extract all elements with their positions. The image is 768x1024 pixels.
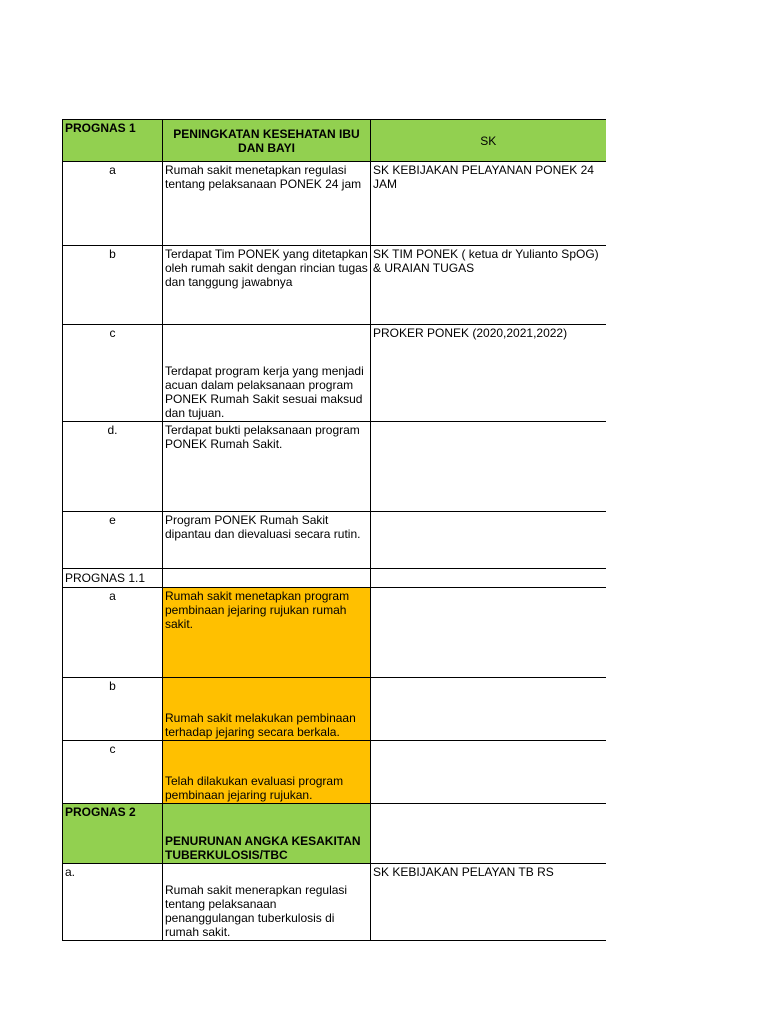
table-row <box>63 864 606 941</box>
row-label: d. <box>63 422 163 512</box>
table-row <box>63 162 606 246</box>
table-row <box>63 588 606 678</box>
row-sk: PROKER PONEK (2020,2021,2022) <box>371 325 606 422</box>
row-text: Rumah sakit menerapkan regulasi tentang pelaksanaan penanggulangan tuberkulosis di rumah sakit. <box>163 864 371 941</box>
row-label: a <box>63 588 163 678</box>
prognas-table <box>62 119 606 941</box>
empty-cell <box>371 569 606 588</box>
prognas-2-title: PENURUNAN ANGKA KESAKITAN TUBERKULOSIS/TBC <box>163 804 371 864</box>
sk-header: SK <box>371 120 606 162</box>
row-text: Rumah sakit menetapkan regulasi tentang pelaksanaan PONEK 24 jam <box>163 162 371 246</box>
table-row <box>63 422 606 512</box>
row-text: Terdapat program kerja yang menjadi acuan dalam pelaksanaan program PONEK Rumah Sakit sesuai maksud dan tujuan. <box>163 325 371 422</box>
row-text: Terdapat bukti pelaksanaan program PONEK Rumah Sakit. <box>163 422 371 512</box>
row-sk <box>371 422 606 512</box>
section-row <box>63 804 606 864</box>
row-text: Telah dilakukan evaluasi program pembinaan jejaring rujukan. <box>163 741 371 804</box>
row-sk: SK KEBIJAKAN PELAYAN TB RS <box>371 864 606 941</box>
row-text: Rumah sakit melakukan pembinaan terhadap jejaring secara berkala. <box>163 678 371 741</box>
table-row <box>63 246 606 325</box>
row-label: b <box>63 678 163 741</box>
row-label: c <box>63 325 163 422</box>
prognas-1-title: PENINGKATAN KESEHATAN IBU DAN BAYI <box>163 120 371 162</box>
row-label: e <box>63 512 163 569</box>
table-row <box>63 512 606 569</box>
row-label: a. <box>63 864 163 941</box>
section-row <box>63 569 606 588</box>
table-row <box>63 325 606 422</box>
empty-cell <box>371 741 606 804</box>
row-sk: SK TIM PONEK ( ketua dr Yulianto SpOG) & URAIAN TUGAS <box>371 246 606 325</box>
row-text: Rumah sakit menetapkan program pembinaan jejaring rujukan rumah sakit. <box>163 588 371 678</box>
table-row <box>63 678 606 741</box>
empty-cell <box>371 804 606 864</box>
row-sk: SK KEBIJAKAN PELAYANAN PONEK 24 JAM <box>371 162 606 246</box>
row-label: b <box>63 246 163 325</box>
row-label: c <box>63 741 163 804</box>
row-label: a <box>63 162 163 246</box>
prognas-1-label: PROGNAS 1 <box>63 120 163 162</box>
empty-cell <box>163 569 371 588</box>
prognas-2-label: PROGNAS 2 <box>63 804 163 864</box>
table-row <box>63 741 606 804</box>
prognas-1-1-label: PROGNAS 1.1 <box>63 569 163 588</box>
row-sk <box>371 512 606 569</box>
row-text: Terdapat Tim PONEK yang ditetapkan oleh rumah sakit dengan rincian tugas dan tanggung jawabnya <box>163 246 371 325</box>
header-row <box>63 120 606 162</box>
row-text: Program PONEK Rumah Sakit dipantau dan dievaluasi secara rutin. <box>163 512 371 569</box>
empty-cell <box>371 678 606 741</box>
empty-cell <box>371 588 606 678</box>
